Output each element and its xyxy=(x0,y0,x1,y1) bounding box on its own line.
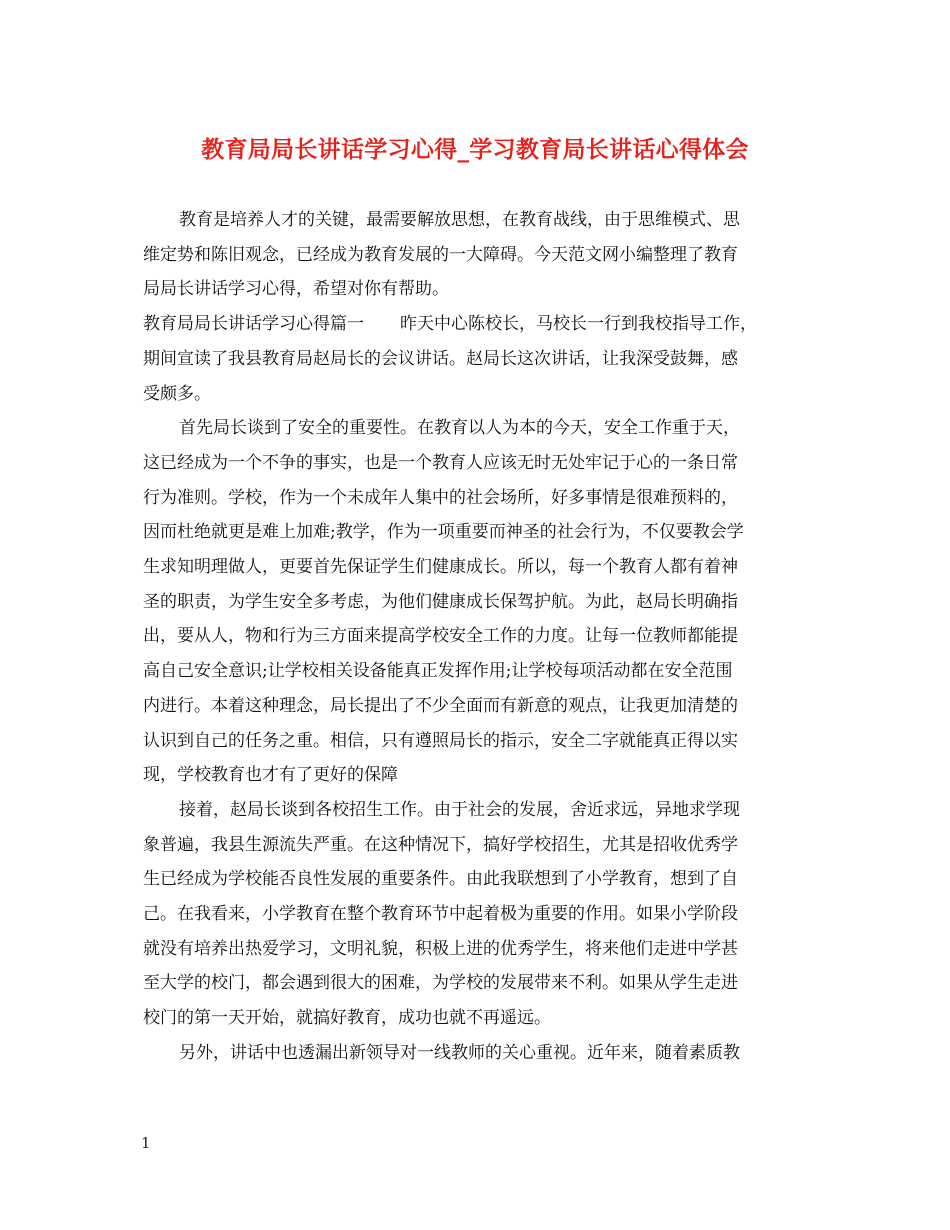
document-body xyxy=(143,203,810,1071)
text-line: 内进行。本着这种理念，局长提出了不少全面而有新意的观点，让我更加清楚的 xyxy=(143,695,738,716)
section-heading-line xyxy=(143,307,810,342)
text-line: 至大学的校门，都会遇到很大的困难，为学校的发展带来不利。如果从学生走进 xyxy=(143,973,738,994)
text-line: 另外，讲话中也透漏出新领导对一线教师的关心重视。近年来，随着素质教 xyxy=(179,1042,740,1063)
text-line: 行为准则。学校，作为一个未成年人集中的社会场所，好多事情是很难预料的， xyxy=(143,487,738,508)
text-line: 象普遍，我县生源流失严重。在这种情况下，搞好学校招生，尤其是招收优秀学 xyxy=(143,834,738,855)
text-line: 维定势和陈旧观念，已经成为教育发展的一大障碍。今天范文网小编整理了教育 xyxy=(143,244,738,265)
section-heading: 教育局局长讲话学习心得篇一 xyxy=(143,314,364,335)
text-line: 受颇多。 xyxy=(143,383,211,404)
text-line: 期间宣读了我县教育局赵局长的会议讲话。赵局长这次讲话，让我深受鼓舞，感 xyxy=(143,348,738,369)
text-line: 己。在我看来，小学教育在整个教育环节中起着极为重要的作用。如果小学阶段 xyxy=(143,904,738,925)
text-line: 高自己安全意识;让学校相关设备能真正发挥作用;让学校每项活动都在安全范围 xyxy=(143,661,733,682)
text-line: 认识到自己的任务之重。相信，只有遵照局长的指示，安全二字就能真正得以实 xyxy=(143,730,738,751)
text-line: 圣的职责，为学生安全多考虑，为他们健康成长保驾护航。为此，赵局长明确指 xyxy=(143,591,738,612)
text-line: 因而杜绝就更是难上加难;教学，作为一项重要而神圣的社会行为，不仅要教会学 xyxy=(143,522,744,543)
document-title: 教育局局长讲话学习心得_学习教育局长讲话心得体会 xyxy=(201,136,749,163)
text-line: 现，学校教育也才有了更好的保障 xyxy=(143,765,398,786)
text-line: 就没有培养出热爱学习，文明礼貌，积极上进的优秀学生，将来他们走进中学甚 xyxy=(143,938,738,959)
text-line: 生求知明理做人，更要首先保证学生们健康成长。所以，每一个教育人都有着神 xyxy=(143,557,738,578)
page-number: 1 xyxy=(141,1134,151,1152)
text-line: 教育是培养人才的关键，最需要解放思想，在教育战线，由于思维模式、思 xyxy=(179,210,740,230)
text-line: 这已经成为一个不争的事实，也是一个教育人应该无时无处牢记于心的一条日常 xyxy=(143,452,738,473)
text-line: 校门的第一天开始，就搞好教育，成功也就不再遥远。 xyxy=(143,1008,551,1029)
text-line: 昨天中心陈校长，马校长一行到我校指导工作， xyxy=(400,314,757,335)
text-line: 出，要从人，物和行为三方面来提高学校安全工作的力度。让每一位教师都能提 xyxy=(143,626,738,647)
text-line: 局局长讲话学习心得，希望对你有帮助。 xyxy=(143,279,449,300)
text-line: 接着，赵局长谈到各校招生工作。由于社会的发展，舍近求远，异地求学现 xyxy=(179,799,740,820)
text-line: 生已经成为学校能否良性发展的重要条件。由此我联想到了小学教育，想到了自 xyxy=(143,869,738,890)
text-line: 首先局长谈到了安全的重要性。在教育以人为本的今天，安全工作重于天， xyxy=(179,418,740,439)
